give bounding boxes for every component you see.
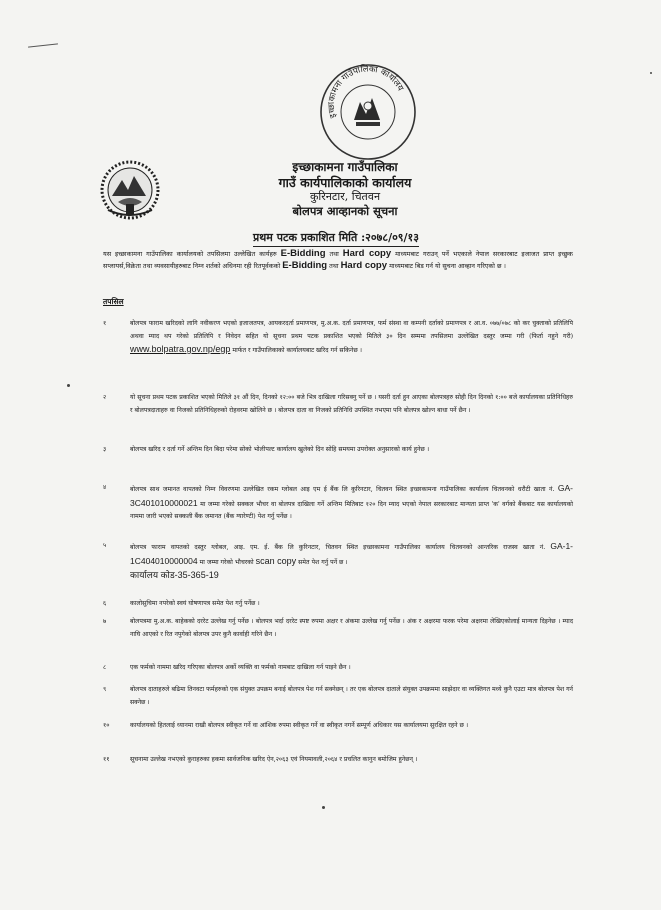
letterhead: [250, 160, 440, 219]
publication-date: प्रथम पटक प्रकाशित मिति :२०७८/०९/१३: [253, 230, 419, 247]
item-text: कार्यालयको हितलाई ध्यानमा राखी बोलपत्र स्वीकृत गर्ने वा आंशिक रुपमा स्वीकृत गर्ने वा स्वीकृत नगर्ने सम्पूर्ण अधिकार यस कार्यालयमा सुरक्षित रहने छ ।: [130, 722, 469, 729]
item-number: ८: [103, 664, 107, 671]
list-item: [103, 720, 573, 733]
item-text: एक फर्मको नाममा खरिद गरिएका बोलपत्र अर्को व्यक्ति वा फर्मको नामबाट दाखिला गर्न पाइने छैन ।: [130, 664, 351, 671]
list-item: [103, 616, 573, 641]
intro-paragraph: यस इच्छाकामना गाउँपालिका कार्यालयको तपसिलमा उल्लेखित कार्यहरु E-Bidding तथा Hard copy माध्यमबाट गराउन् पर्ने भएकाले नेपाल सरकारबाट इजाजत प्राप्त इच्छुक सप्लायर्स,विक्रेता तथा व्यवसायीहरुबाट निम्न शर्तको अधिनमा रही रितपूर्वकको E-Bidding तथा Hard copy माध्यमबाट बिड गर्न यो सुचना आव्हान गरिएको छ ।: [103, 248, 573, 271]
office-code: कार्यालय कोड-35-365-19: [130, 570, 219, 580]
item-text: कालोसुचिमा नपरेको स्वयं घोषणापत्र समेत पेश गर्नु पर्नेछ ।: [130, 600, 260, 607]
deposit-account-number: GA-3C401010000021: [130, 483, 573, 508]
scan-mark: [28, 43, 58, 47]
item-number: ३: [103, 446, 107, 453]
list-item: [103, 392, 573, 417]
section-label: तपसिल: [103, 297, 124, 306]
item-number: ७: [103, 618, 107, 625]
office-name: गाउँ कार्यपालिकाको कार्यालय: [278, 175, 412, 190]
notice-title: बोलपत्र आव्हानको सूचना: [292, 204, 398, 218]
list-item: [103, 540, 573, 582]
item-number: ११: [103, 756, 110, 763]
scan-speck: [67, 384, 70, 387]
office-seal-stamp: [318, 62, 418, 162]
item-text: बोलपत्र दाताहरुले बढिमा तिनवटा फर्महरुको एक संयुक्त उपक्रम बनाई बोलपत्र पेश गर्न सक्नेछन् । तर एक बोलपत्र दाताले संयुक्त उपक्रममा साझेदार वा व्यक्तिगत मध्ये कुनै एउटा मात्र बोलपत्र पेश गर्न सक्नेछ ।: [130, 686, 573, 706]
list-item: [103, 662, 573, 675]
item-text: बोलपत्र फाराम वापतको दस्तुर ग्लोबल, आइ. एम. ई. बैंक लि कुरिनटार, चितवन स्थित इच्छाकामना गाउँपालिका कार्यालय चितवनको आन्तरिक राजस्व खाता नं. GA-1-1C404010000004 मा जम्मा गरेको भौचरको scan copy समेत पेश गर्नु पर्ने छ । कार्यालय कोड-35-365-19: [130, 541, 574, 580]
scan-speck: [322, 806, 325, 809]
item-number: ४: [103, 484, 107, 491]
item-number: ९: [103, 686, 107, 693]
list-item: [103, 444, 573, 457]
item-number: १०: [103, 722, 110, 729]
item-text: बोलपत्र साथ जमानत वापतको निम्न विवरणमा उल्लेखित रकम ग्लोबल आइ एम ई बैंक लि कुरिनटार, चितवन स्थित इच्छाकामना गाउँपालिका कार्यालय चितवनको धरौटी खाता नं. GA-3C401010000021 मा जम्मा गरेको सक्कल भौचर वा बोलपत्र दाखिला गर्ने अन्तिम मितिबाट १२० दिन म्याद भएको नेपाल सरकारबाट मान्यता प्राप्त 'क' वर्गको बैंकबाट यस कार्यालयको नाममा जारी भएको सक्कली बैंक जमानत (बैंक ग्यारेण्टी) पेश गर्नु पर्नेछ ।: [130, 483, 573, 520]
office-location: कुरिनटार, चितवन: [309, 190, 381, 203]
item-number: ६: [103, 600, 107, 607]
list-item: [103, 482, 573, 524]
bolpatra-link[interactable]: www.bolpatra.gov.np/egp: [130, 344, 231, 354]
government-emblem: [98, 158, 162, 222]
scan-speck: [650, 72, 652, 74]
item-text: बोलपत्र फाराम खरिदको लागि नवीकरण भएको इजाजतपत्र, आयकरदर्ता प्रमाणपत्र, मु.अ.क. दर्ता प्रमाणपत्र, फर्म संस्था वा कम्पनी दर्ताको प्रमाणपत्र र आ.व. ०७७/०७८ को कर चुक्ताको प्रतिलिपि अथवा म्याद थप गरेको प्रतिलिपि र निवेदन सहित यो सूचना प्रथम पटक प्रकाशित भएको मितिले ३० दिन सम्ममा तपसिलमा उल्लेखित दस्तुर जम्मा गरी (फिर्ता नहुने गरी) www.bolpatra.gov.np/egp मार्फत र गाउँपालिकाको कार्यालयबाट खरिद गर्न सकिनेछ ।: [130, 320, 573, 354]
list-item: [103, 598, 573, 611]
item-text: सूचनामा उल्लेख नभएको कुराहरुका हकमा सार्वजनिक खरिद ऐन,२०६३ एवं नियमावली,२०६४ र प्रचलित कानुन बमोजिम हुनेछन् ।: [130, 756, 418, 763]
revenue-account-number: GA-1-1C404010000004: [130, 541, 574, 566]
list-item: [103, 318, 573, 358]
item-text: बोलपत्रमा मु.अ.क. बाहेकको दररेट उल्लेख गर्नु पर्नेछ । बोलपत्र भर्दा दररेट स्पष्ट रुपमा अक्षर र अंकमा उल्लेख गर्नु पर्नेछ । अंक र अक्षरमा फरक परेमा अक्षरमा लेखिएकोलाई मान्यता दिइनेछ । म्याद नाघि आएको र रित नपुगेको बोलपत्र उपर कुनै कार्वाही गरिने छैन ।: [130, 618, 573, 638]
svg-text:इच्छाकामना गाउँपालिका कार्यालय: इच्छाकामना गाउँपालिका कार्यालय: [326, 64, 406, 120]
item-number: ५: [103, 542, 107, 549]
item-number: १: [103, 320, 107, 327]
item-number: २: [103, 394, 107, 401]
org-name: इच्छाकामना गाउँपालिका: [292, 160, 398, 174]
list-item: [103, 684, 573, 709]
list-item: [103, 754, 573, 767]
item-text: बोलपत्र खरिद र दर्ता गर्ने अन्तिम दिन बिदा परेमा सोको भोलीपल्ट कार्यालय खुलेको दिन सोहि समयमा उपरोक्त अनुसारको कार्य हुनेछ ।: [130, 446, 430, 453]
item-text: यो सूचना प्रथम पटक प्रकाशित भएको मितिले ३१ औं दिन, दिनको १२:०० बजे भित्र दाखिला गरिसक्नु पर्ने छ । यसरी दर्ता हुन आएका बोलपत्रहरु सोही दिन दिनको १:०० बजे कार्यालयका प्रतिनिधिहरु र बोलपत्रदाताहरु वा निजको प्रतिनिधिहरुको रोहवरमा खोलिने छ । बोलपत्र दाता वा निजको प्रतिनिधि उपस्थित नभएमा पनि बोलपत्र खोल्न बाधा पर्ने छैन ।: [130, 394, 573, 414]
